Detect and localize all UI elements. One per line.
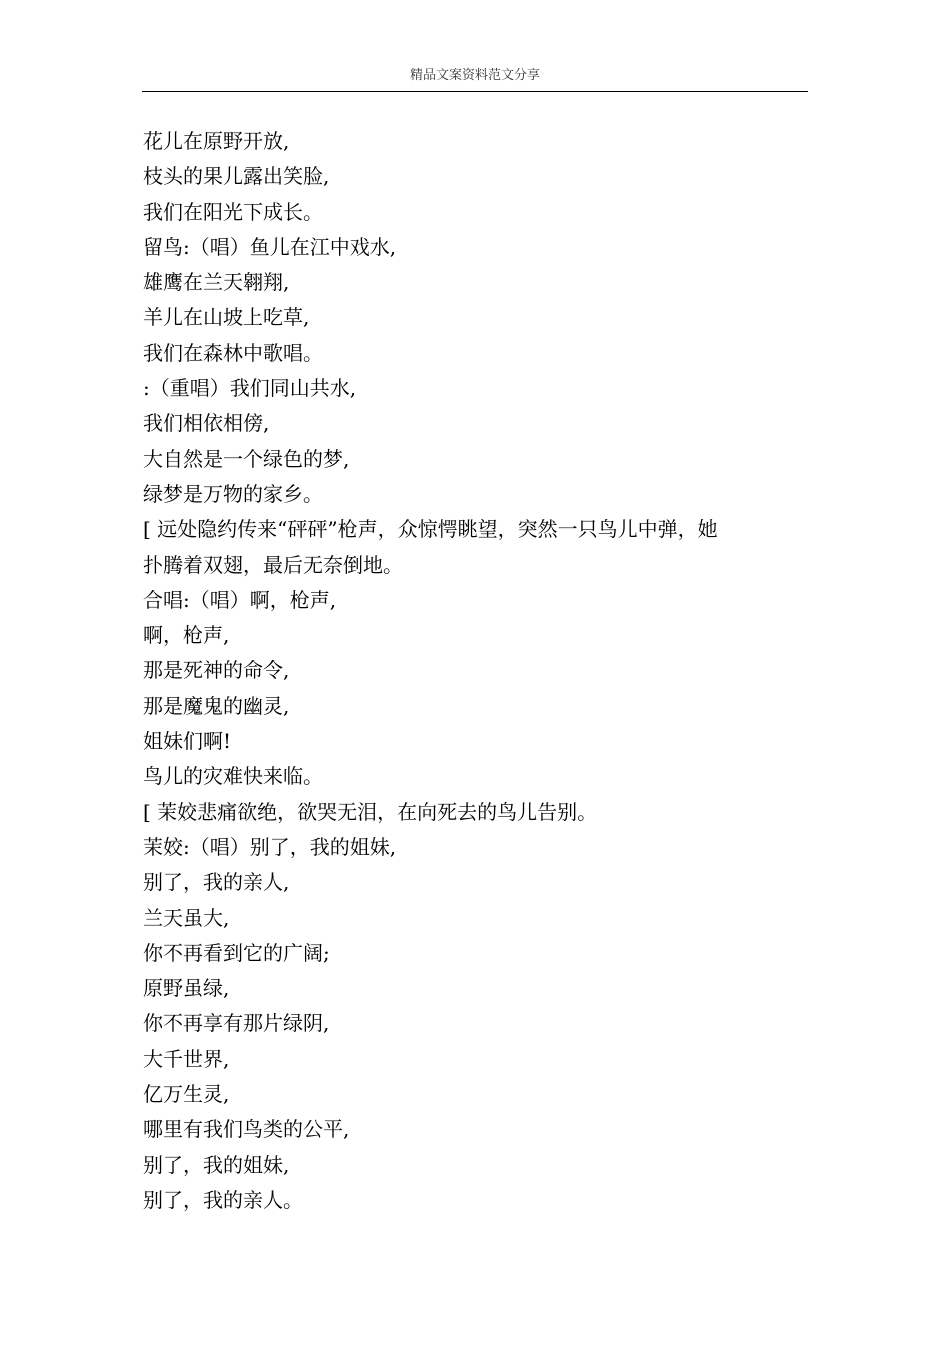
text-line: 大千世界, xyxy=(143,1046,230,1071)
text-line: 茉姣:（唱）别了，我的姐妹, xyxy=(143,834,397,859)
text-line: 大自然是一个绿色的梦, xyxy=(143,446,350,471)
header-title: 精品文案资料范文分享 xyxy=(409,68,540,83)
text-line: 那是死神的命令, xyxy=(143,658,290,683)
text-line: 羊儿在山坡上吃草, xyxy=(143,305,310,330)
text-line: 我们在森林中歌唱。 xyxy=(143,340,323,365)
text-line: 别了，我的亲人, xyxy=(143,870,290,895)
text-line: 啊，枪声, xyxy=(143,623,230,648)
text-line: 别了，我的亲人。 xyxy=(143,1187,303,1212)
text-line: :（重唱）我们同山共水, xyxy=(143,376,357,401)
text-line: 那是魔鬼的幽灵, xyxy=(143,693,290,718)
stage-direction-line: 扑腾着双翅，最后无奈倒地。 xyxy=(143,552,403,577)
text-line: 原野虽绿, xyxy=(143,976,230,1001)
text-line: 你不再享有那片绿阴, xyxy=(143,1011,330,1036)
text-line: 别了，我的姐妹, xyxy=(143,1152,290,1177)
text-line: 你不再看到它的广阔; xyxy=(143,940,330,965)
text-line: 我们相依相傍, xyxy=(143,411,270,436)
text-line: 花儿在原野开放, xyxy=(143,129,290,153)
document-body xyxy=(143,124,783,1218)
page-header xyxy=(142,64,808,92)
text-line: 姐妹们啊! xyxy=(143,729,232,754)
text-line: 我们在阳光下成长。 xyxy=(143,199,323,224)
text-line: 枝头的果儿露出笑脸, xyxy=(143,164,330,189)
text-line: 绿梦是万物的家乡。 xyxy=(143,481,323,506)
text-line: 亿万生灵, xyxy=(143,1082,230,1107)
text-line: 哪里有我们鸟类的公平, xyxy=(143,1117,350,1142)
text-line: 兰天虽大, xyxy=(143,905,230,930)
stage-direction-line: [ 茉姣悲痛欲绝，欲哭无泪，在向死去的鸟儿告别。 xyxy=(143,799,598,824)
text-line: 合唱:（唱）啊，枪声, xyxy=(143,587,337,612)
stage-direction-line: [ 远处隐约传来“砰砰”枪声，众惊愕眺望，突然一只鸟儿中弹，她 xyxy=(143,517,718,542)
text-line: 雄鹰在兰天翱翔, xyxy=(143,270,290,295)
text-line: 留鸟:（唱）鱼儿在江中戏水, xyxy=(143,234,397,259)
text-line: 鸟儿的灾难快来临。 xyxy=(143,764,323,789)
